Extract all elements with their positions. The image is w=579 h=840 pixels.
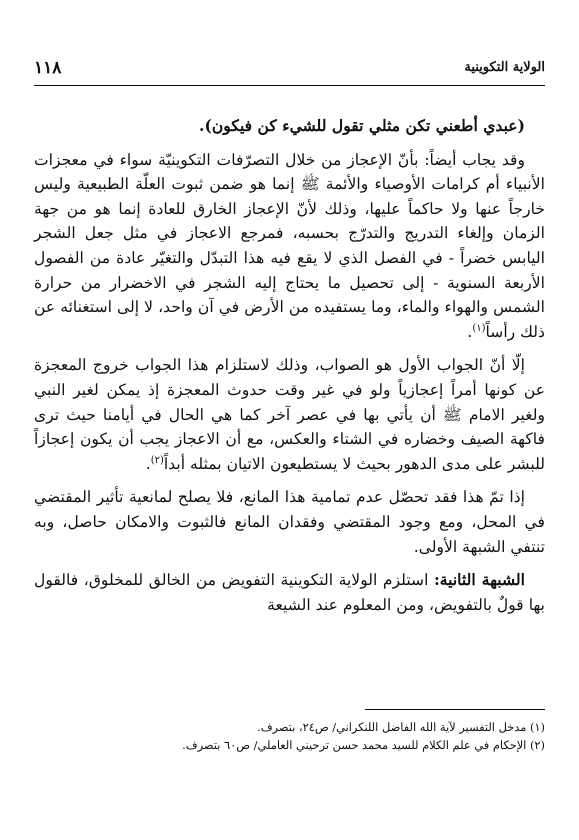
footnote-ref-1[interactable]: (١) [472,322,486,334]
second-doubt-label: الشبهة الثانية: [434,570,525,590]
footnote-rule [365,709,545,710]
running-title: الولاية التكوينية [464,60,545,75]
header-rule [34,85,545,86]
paragraph-2 [34,148,545,345]
paragraph-3-end: . [145,454,151,473]
page-number: ١١٨ [34,58,62,78]
footnote-1: (١) مدخل التفسير لآية الله الفاضل اللنكراني/ ص٢٤، بتصرف. [257,720,545,734]
paragraph-3 [34,353,545,476]
paragraph-3-text: إلّا أنّ الجواب الأول هو الصواب، وذلك لاستلزام هذا الجواب خروج المعجزة عن كونها أمراً إعجازياً ولو في غير وقت حدوث المعجزة إذ يمكن لغير النبي ولغير الامام ﷺ أن يأتي بها في عصر آخر كما هي الحال في أيامنا حيث ترى فاكهة الصيف وخضاره في الشتاء والعكس، مع أن الاعجاز يجب أن يكون إعجازاً للبشر على مدى الدهور بحيث لا يستطيعون الاتيان بمثله أبداً [34,356,545,473]
paragraph-2-end: . [467,322,473,341]
footnote-ref-2[interactable]: (٢) [150,454,164,466]
paragraph-2-text: وقد يجاب أيضاً: بأنّ الإعجاز من خلال التصرّفات التكوينيّة سواء في معجزات الأنبياء أم كرامات الأوصياء والأئمة ﷺ إنما هو ضمن ثبوت العلّة الطبيعية وليس خارجاً عنها ولا حاكماً عليها، وذلك لأنّ الإعجاز الخارق للعادة إنما هو من جهة الزمان وإلغاء التدريج والتدرّج بحسبه، فمرجع الاعجاز في مثل جعل الشجر اليابس خضراً - في الفصل الذي لا يقع فيه هذا التبدّل والتغيّر عادة من الفصول الأربعة السنوية - إلى تحصيل ما يحتاج إليه الشجر في الاخضرار من حرارة الشمس والهواء والماء، وما يستفيده من الأرض في آن واحد، لا إلى استغنائه عن ذلك رأساً [34,150,545,341]
main-text [34,114,545,617]
paragraph-quote: (عبدي أطعني تكن مثلي تقول للشيء كن فيكون). [199,116,525,135]
footnote-2: (٢) الإحكام في علم الكلام للسيد محمد حسن ترحيني العاملي/ ص٦٠ بتصرف. [182,738,545,752]
footnotes [34,718,545,754]
paragraph-4: إذا تمّ هذا فقد تحصّل عدم تمامية هذا المانع، فلا يصلح لمانعية تأثير المقتضي في المحل، ومع وجود المقتضي وفقدان المانع فالثبوت والامكان حاصل، وبه تنتفي الشبهة الأولى. [34,488,545,556]
page-header [34,58,545,84]
paragraph-5-text: استلزم الولاية التكوينية التفويض من الخالق للمخلوق، فالقول بها قولٌ بالتفويض، ومن المعلوم عند الشيعة [34,571,545,614]
paragraph-5 [34,568,545,617]
